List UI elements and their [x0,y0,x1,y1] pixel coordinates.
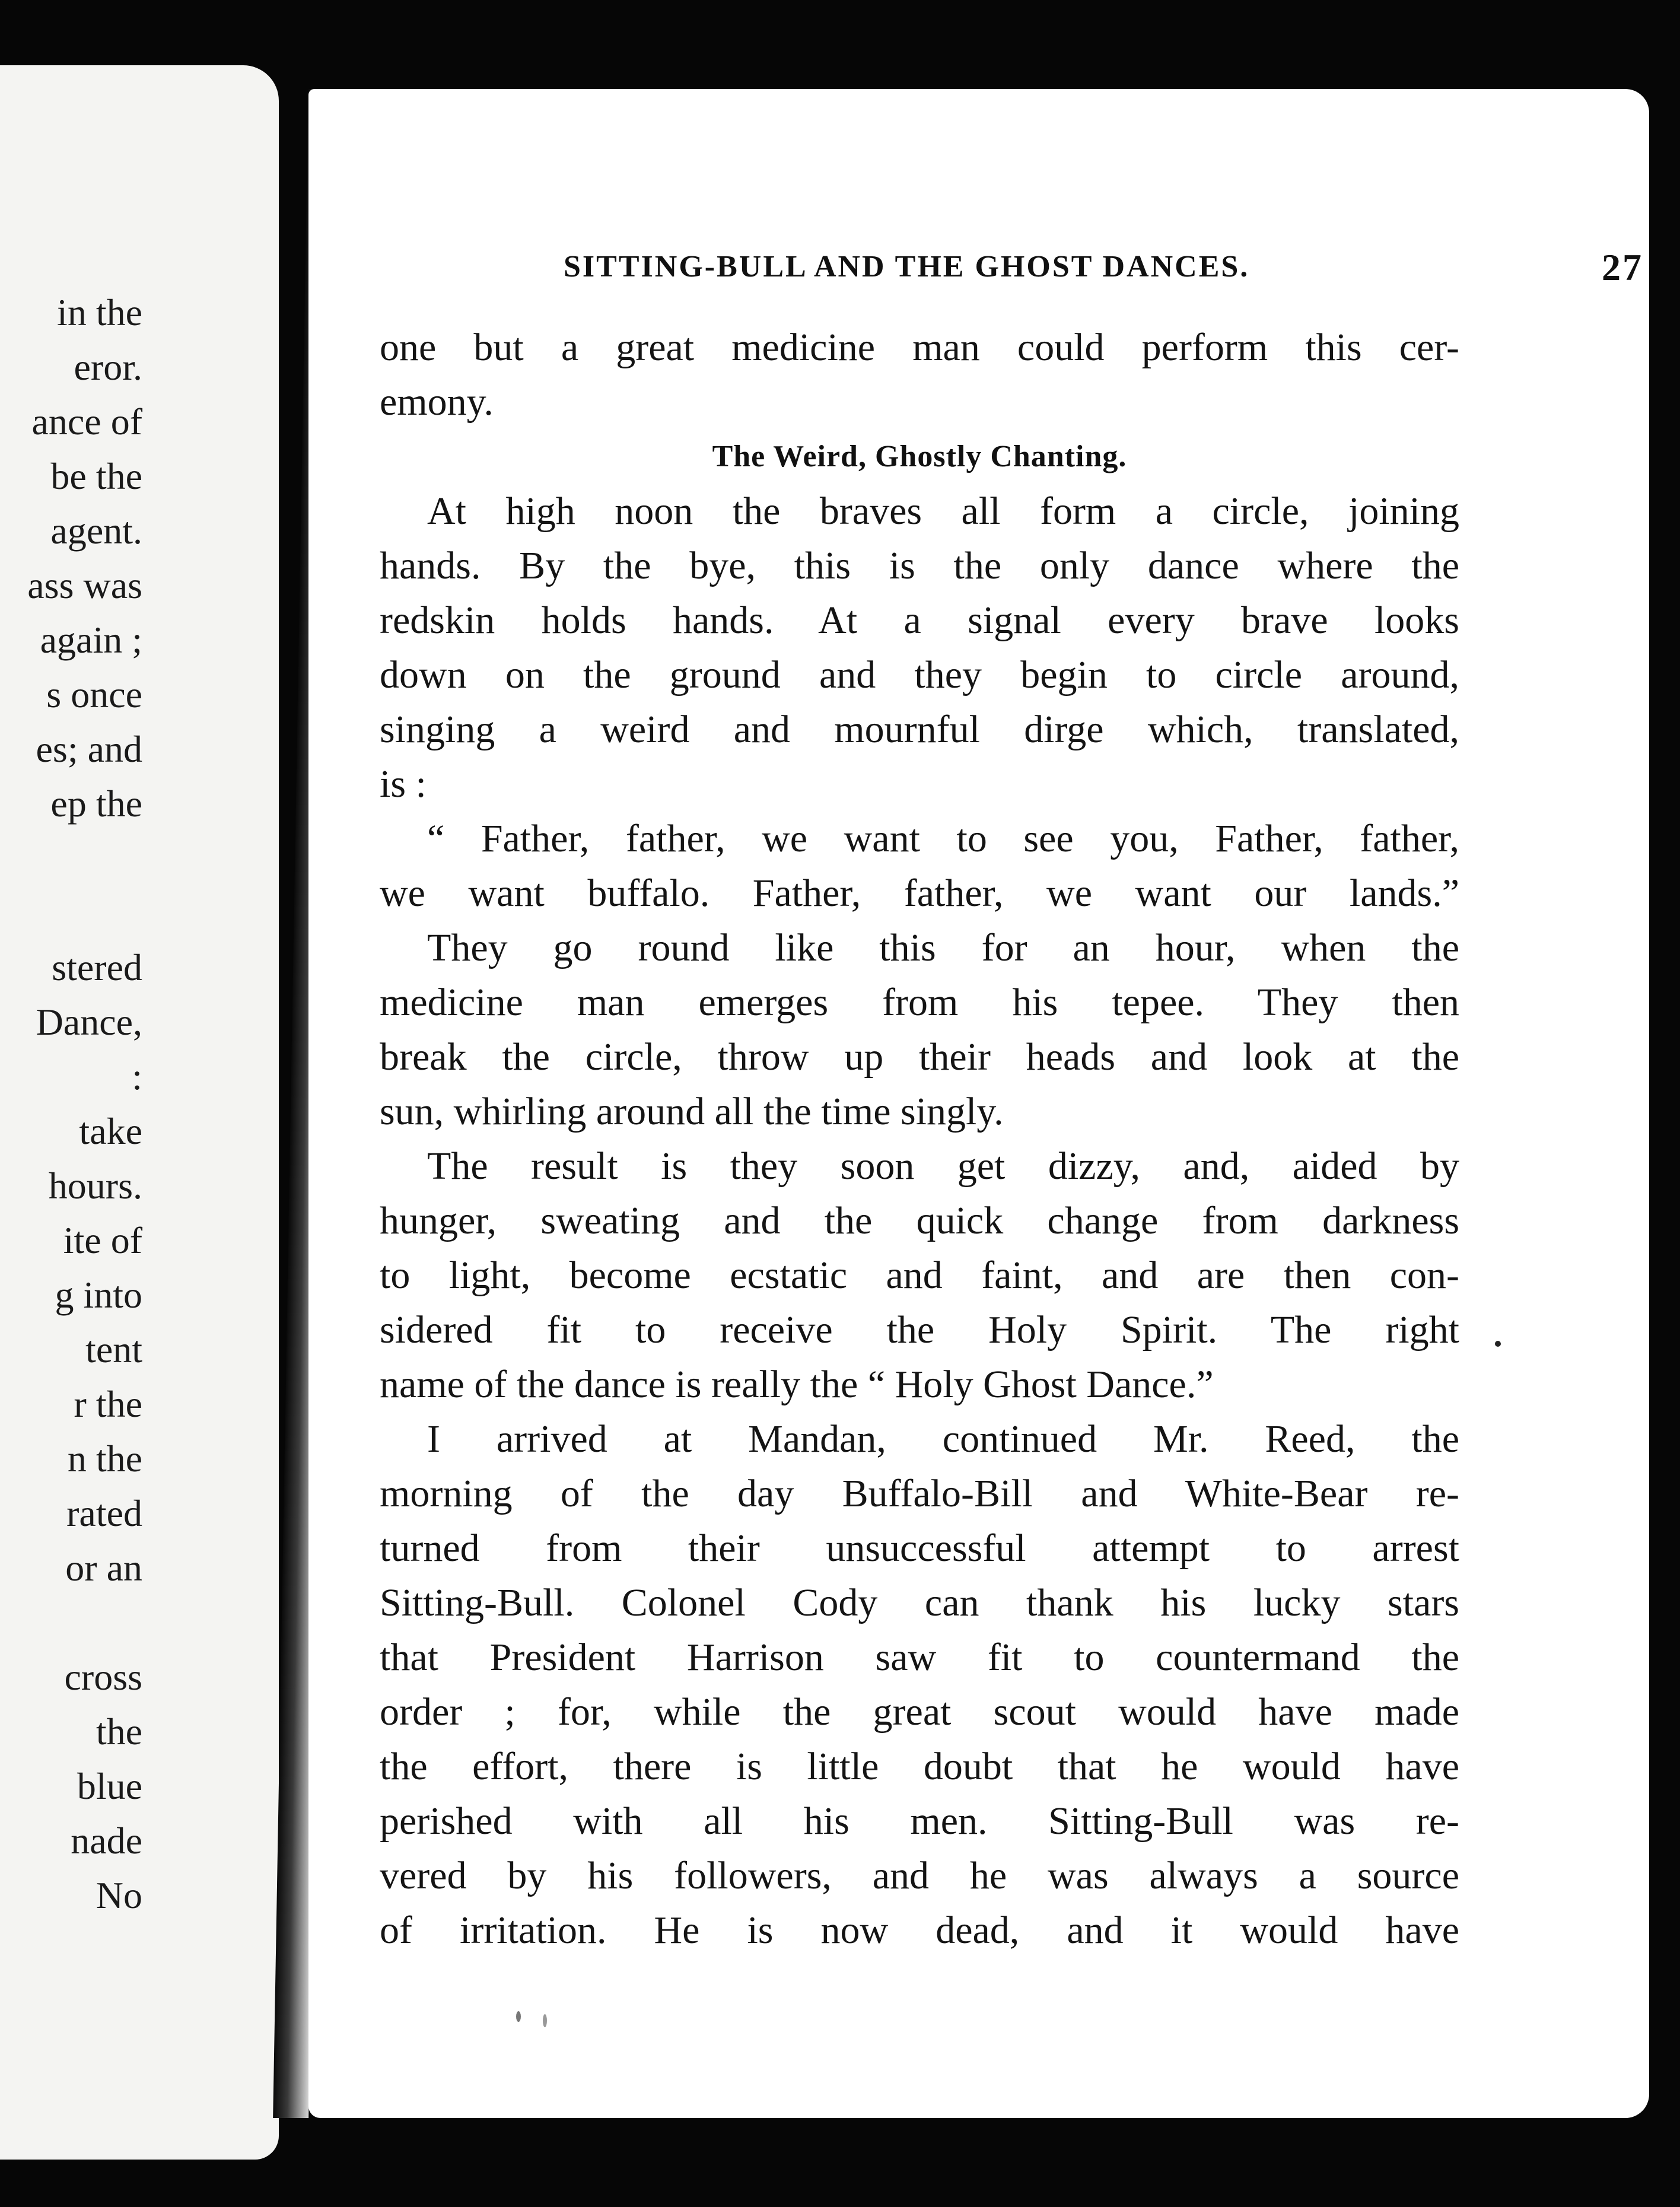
text-line: morning of the day Buffalo-Bill and White-Bear re- [380,1472,1459,1515]
left-page-line: stered [52,946,142,988]
text-line: order ; for, while the great scout would have made [380,1690,1459,1734]
left-page-line: tent [85,1328,142,1370]
text-line: that President Harrison saw fit to countermand the [380,1636,1459,1679]
left-page-line: take [79,1110,142,1152]
text-line: sidered fit to receive the Holy Spirit. The right [380,1308,1459,1351]
left-page-line: s once [46,673,142,715]
text-line: emony. [380,380,494,424]
left-page-line: eror. [74,346,142,388]
left-page-line: the [96,1710,142,1753]
left-page-line: ance of [31,400,142,443]
left-page-line: g into [55,1274,142,1316]
text-line: name of the dance is really the “ Holy Ghost Dance.” [380,1363,1214,1406]
text-line: turned from their unsuccessful attempt to arrest [380,1527,1459,1570]
print-speck [1495,1341,1501,1347]
text-line: of irritation. He is now dead, and it would have [380,1909,1459,1952]
page-number: 27 [1602,246,1643,288]
left-page-line: rated [66,1492,142,1534]
text-line: vered by his followers, and he was always a source [380,1854,1459,1897]
text-line: hunger, sweating and the quick change from darkness [380,1199,1459,1242]
left-page-line: blue [77,1765,142,1807]
left-page-line: n the [67,1438,142,1480]
text-line: break the circle, throw up their heads and look at the [380,1035,1459,1079]
text-line: one but a great medicine man could perform this cer- [380,326,1459,369]
left-page-line: ep the [50,783,142,825]
text-line: medicine man emerges from his tepee. They then [380,981,1459,1024]
text-line: the effort, there is little doubt that he would have [380,1745,1459,1788]
text-line: perished with all his men. Sitting-Bull was re- [380,1799,1459,1843]
running-head-title: SITTING-BULL AND THE GHOST DANCES. [564,250,1250,284]
left-page-line: be the [50,455,142,497]
left-page-line: ite of [63,1219,142,1261]
left-page-line: nade [71,1820,142,1862]
text-line: redskin holds hands. At a signal every brave looks [380,599,1459,642]
text-line: to light, become ecstatic and faint, and are then con- [380,1254,1459,1297]
left-page-line: again ; [40,619,142,661]
left-page-line: in the [57,291,142,333]
text-line: I arrived at Mandan, continued Mr. Reed, the [427,1417,1459,1461]
left-page-line: Dance, [36,1001,142,1043]
page-body-text [380,320,1459,1958]
left-page-line: : [132,1055,142,1098]
text-line: “ Father, father, we want to see you, Father, father, [427,817,1459,860]
left-page-line: r the [74,1383,142,1425]
text-line: At high noon the braves all form a circle, joining [427,489,1459,533]
print-speck [516,2011,521,2022]
text-line: we want buffalo. Father, father, we want our lands.” [380,872,1459,915]
left-page-line: or an [65,1547,142,1589]
left-page-line: No [96,1874,142,1916]
left-page-line: ass was [27,564,142,606]
text-line: sun, whirling around all the time singly. [380,1090,1004,1133]
left-page [0,65,279,2160]
text-line: singing a weird and mournful dirge which, translated, [380,708,1459,751]
text-line: The result is they soon get dizzy, and, aided by [427,1144,1459,1188]
text-line: is : [380,762,427,806]
text-line: down on the ground and they begin to circle around, [380,653,1459,697]
right-page [308,89,1649,2118]
section-subheading: The Weird, Ghostly Chanting. [712,440,1127,473]
text-line: They go round like this for an hour, when the [427,926,1459,969]
left-page-line: es; and [36,728,142,770]
print-speck [543,2014,547,2027]
left-page-line: agent. [50,510,142,552]
text-line: hands. By the bye, this is the only dance where the [380,544,1459,587]
left-page-line: hours. [48,1165,142,1207]
text-line: Sitting-Bull. Colonel Cody can thank his lucky stars [380,1581,1459,1624]
left-page-line: cross [64,1656,142,1698]
